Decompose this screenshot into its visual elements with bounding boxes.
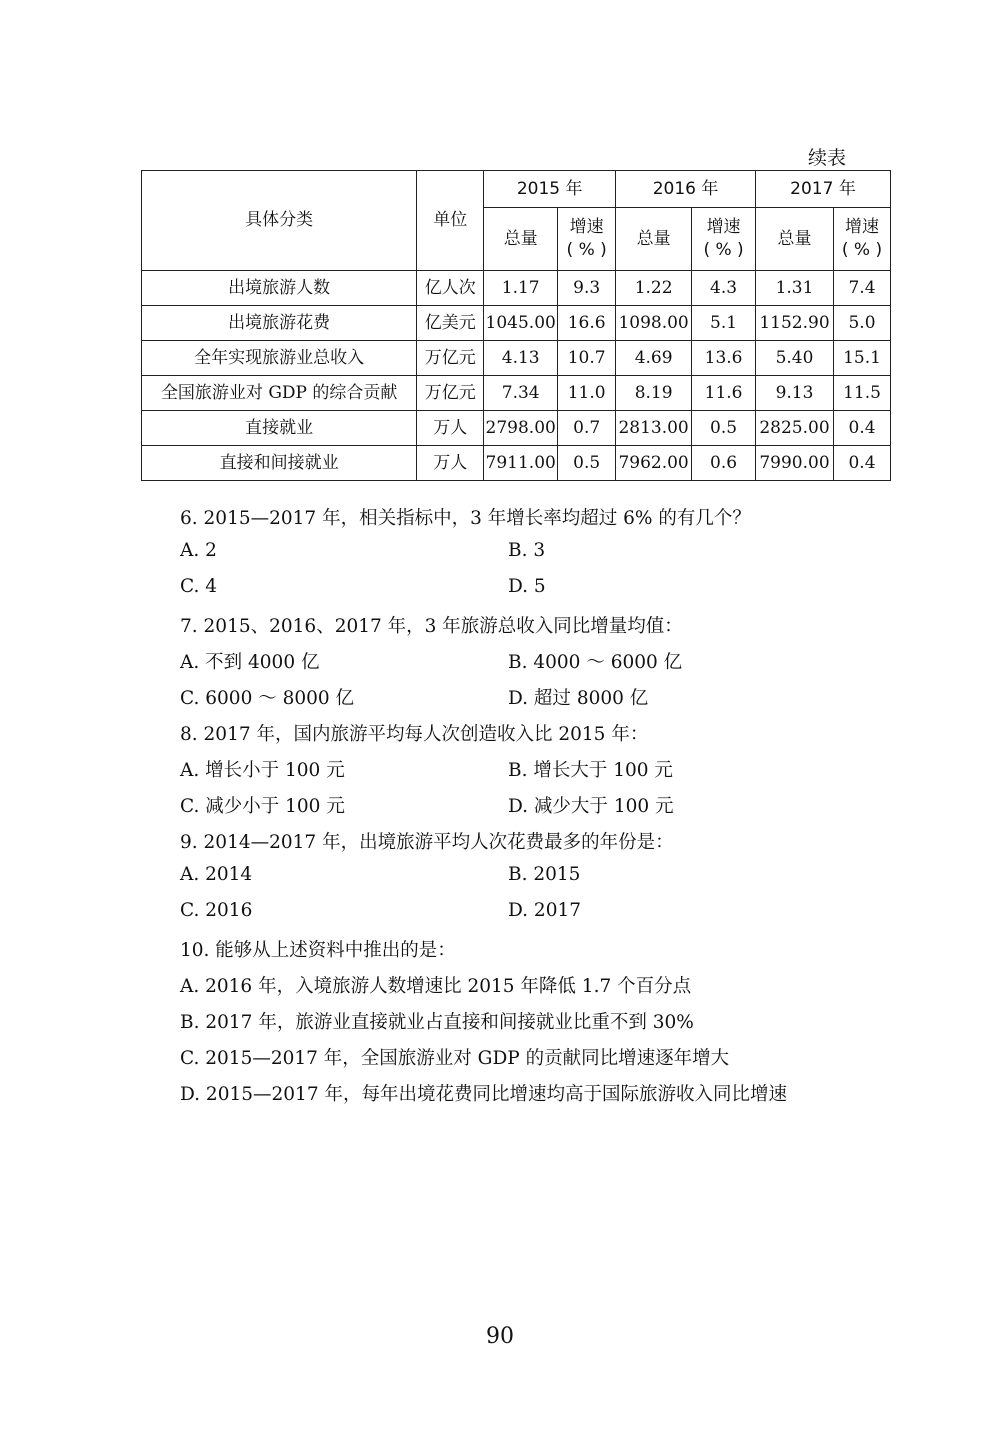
cell-total: 7990.00 <box>756 446 834 481</box>
q6-option-b: B. 3 <box>508 540 546 561</box>
cell-growth: 0.6 <box>692 446 756 481</box>
q6-option-a: A. 2 <box>180 540 217 561</box>
header-category: 具体分类 <box>142 171 417 271</box>
cell-growth: 5.1 <box>692 306 756 341</box>
growth-pct-label: ( % ) <box>703 240 744 260</box>
growth-label: 增速 <box>845 217 879 238</box>
row-unit: 亿美元 <box>417 306 484 341</box>
cell-growth: 4.3 <box>692 271 756 306</box>
row-category: 直接就业 <box>142 411 417 446</box>
q10-option-b: B. 2017 年，旅游业直接就业占直接和间接就业比重不到 30% <box>180 1012 694 1033</box>
table-row <box>142 306 891 341</box>
header-total: 总量 <box>484 208 558 271</box>
cell-growth: 0.7 <box>558 411 616 446</box>
q8-option-c: C. 减少小于 100 元 <box>180 796 345 817</box>
row-unit: 万人 <box>417 411 484 446</box>
q8-option-d: D. 减少大于 100 元 <box>508 796 674 817</box>
row-category: 全年实现旅游业总收入 <box>142 341 417 376</box>
q9-option-d: D. 2017 <box>508 900 582 921</box>
row-unit: 万人 <box>417 446 484 481</box>
table-row <box>142 341 891 376</box>
row-unit: 万亿元 <box>417 341 484 376</box>
cell-total: 8.19 <box>616 376 692 411</box>
cell-growth: 10.7 <box>558 341 616 376</box>
cell-total: 1.22 <box>616 271 692 306</box>
q10-option-c: C. 2015—2017 年，全国旅游业对 GDP 的贡献同比增速逐年增大 <box>180 1048 730 1069</box>
q7-option-b: B. 4000 ～ 6000 亿 <box>508 652 683 673</box>
question-10: 10. 能够从上述资料中推出的是： <box>180 940 456 961</box>
q8-option-a: A. 增长小于 100 元 <box>180 760 345 781</box>
q8-option-b: B. 增长大于 100 元 <box>508 760 673 781</box>
growth-pct-label: ( % ) <box>566 240 607 260</box>
question-7: 7. 2015、2016、2017 年，3 年旅游总收入同比增量均值： <box>180 616 683 637</box>
cell-total: 2825.00 <box>756 411 834 446</box>
continued-label: 续表 <box>808 147 847 169</box>
question-6: 6. 2015—2017 年，相关指标中，3 年增长率均超过 6% 的有几个？ <box>180 508 751 529</box>
header-growth <box>834 208 891 271</box>
header-growth <box>692 208 756 271</box>
cell-growth: 0.5 <box>558 446 616 481</box>
q10-option-a: A. 2016 年，入境旅游人数增速比 2015 年降低 1.7 个百分点 <box>180 976 692 997</box>
row-category: 直接和间接就业 <box>142 446 417 481</box>
cell-growth: 11.5 <box>834 376 891 411</box>
cell-total: 7.34 <box>484 376 558 411</box>
page-number: 90 <box>486 1324 514 1349</box>
growth-label: 增速 <box>706 217 741 238</box>
q6-option-c: C. 4 <box>180 576 218 597</box>
q7-option-a: A. 不到 4000 亿 <box>180 652 320 673</box>
q10-option-d: D. 2015—2017 年，每年出境花费同比增速均高于国际旅游收入同比增速 <box>180 1084 787 1105</box>
cell-growth: 7.4 <box>834 271 891 306</box>
header-total: 总量 <box>756 208 834 271</box>
row-unit: 万亿元 <box>417 376 484 411</box>
cell-growth: 0.4 <box>834 446 891 481</box>
table-body <box>142 271 891 481</box>
row-category: 出境旅游花费 <box>142 306 417 341</box>
cell-total: 1098.00 <box>616 306 692 341</box>
header-unit: 单位 <box>417 171 484 271</box>
q7-option-c: C. 6000 ～ 8000 亿 <box>180 688 355 709</box>
question-9: 9. 2014—2017 年，出境旅游平均人次花费最多的年份是： <box>180 832 674 853</box>
row-category: 全国旅游业对 GDP 的综合贡献 <box>142 376 417 411</box>
cell-total: 1.31 <box>756 271 834 306</box>
header-growth <box>558 208 616 271</box>
cell-total: 1152.90 <box>756 306 834 341</box>
table-row <box>142 411 891 446</box>
table-row <box>142 271 891 306</box>
cell-growth: 11.0 <box>558 376 616 411</box>
cell-total: 4.69 <box>616 341 692 376</box>
cell-total: 2813.00 <box>616 411 692 446</box>
header-year-2015: 2015 年 <box>484 171 616 208</box>
growth-label: 增速 <box>569 217 604 238</box>
cell-total: 5.40 <box>756 341 834 376</box>
cell-total: 7962.00 <box>616 446 692 481</box>
cell-growth: 5.0 <box>834 306 891 341</box>
row-category: 出境旅游人数 <box>142 271 417 306</box>
statistics-table <box>141 170 891 481</box>
growth-pct-label: ( % ) <box>841 240 883 260</box>
cell-total: 1045.00 <box>484 306 558 341</box>
q9-option-b: B. 2015 <box>508 864 581 885</box>
row-unit: 亿人次 <box>417 271 484 306</box>
cell-growth: 0.5 <box>692 411 756 446</box>
cell-growth: 0.4 <box>834 411 891 446</box>
q9-option-c: C. 2016 <box>180 900 253 921</box>
question-8: 8. 2017 年，国内旅游平均每人次创造收入比 2015 年： <box>180 724 649 745</box>
cell-growth: 9.3 <box>558 271 616 306</box>
table-row <box>142 376 891 411</box>
table-row <box>142 446 891 481</box>
cell-growth: 11.6 <box>692 376 756 411</box>
cell-total: 2798.00 <box>484 411 558 446</box>
header-year-2016: 2016 年 <box>616 171 756 208</box>
header-year-2017: 2017 年 <box>756 171 891 208</box>
cell-total: 9.13 <box>756 376 834 411</box>
cell-total: 4.13 <box>484 341 558 376</box>
cell-growth: 16.6 <box>558 306 616 341</box>
cell-total: 1.17 <box>484 271 558 306</box>
header-total: 总量 <box>616 208 692 271</box>
cell-total: 7911.00 <box>484 446 558 481</box>
cell-growth: 15.1 <box>834 341 891 376</box>
q6-option-d: D. 5 <box>508 576 546 597</box>
cell-growth: 13.6 <box>692 341 756 376</box>
q9-option-a: A. 2014 <box>180 864 253 885</box>
q7-option-d: D. 超过 8000 亿 <box>508 688 649 709</box>
